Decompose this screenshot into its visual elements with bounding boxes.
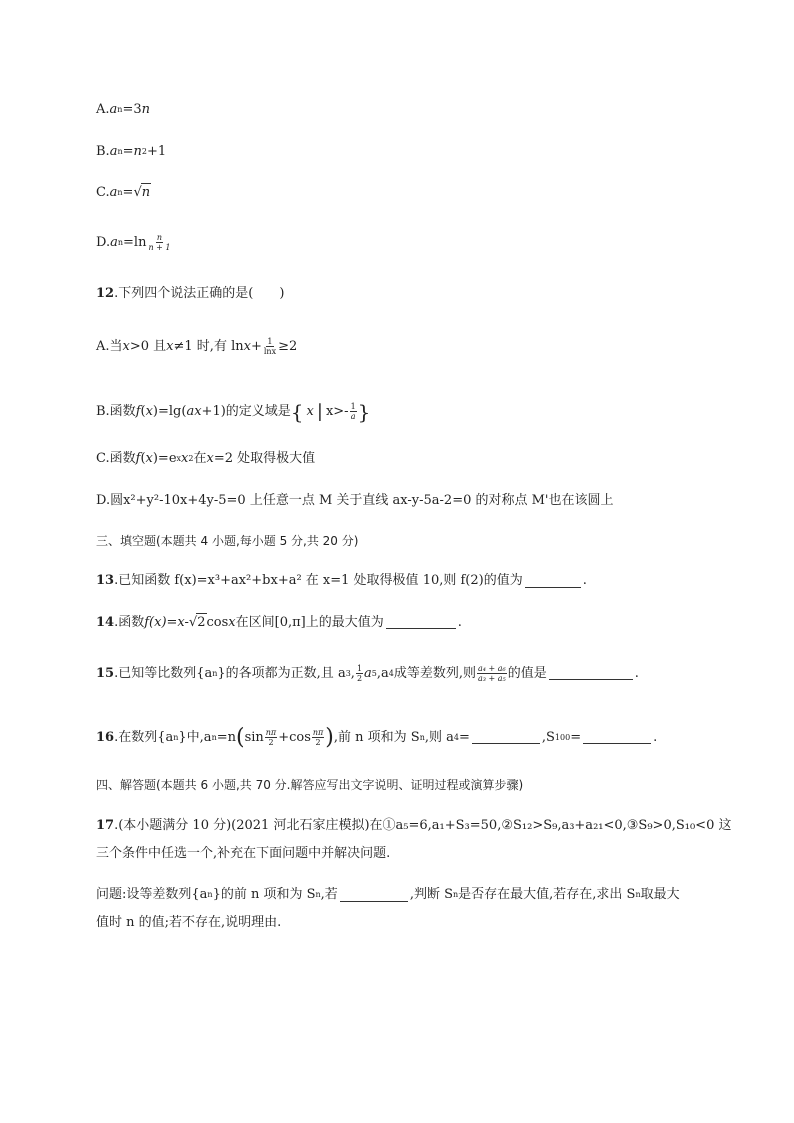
numerator: nπ <box>265 728 277 737</box>
q11-option-b <box>96 143 166 161</box>
fraction <box>312 728 324 747</box>
var: a <box>364 665 372 681</box>
var: x <box>181 451 189 466</box>
denominator: 2 <box>356 674 363 683</box>
q12-option-a <box>96 337 297 356</box>
paren-close-icon: ) <box>325 724 334 750</box>
text: )=lg( <box>152 403 187 419</box>
denominator: lnx <box>263 347 277 356</box>
answer-blank-a4[interactable] <box>472 731 540 744</box>
text: 是否存在最大值,若存在,求出 S <box>458 887 636 902</box>
eq: =ln <box>123 234 147 250</box>
sin: sin <box>244 729 264 745</box>
var: n <box>141 102 150 117</box>
denominator: 2 <box>268 738 274 747</box>
denominator: a₃ + a₅ <box>478 674 506 683</box>
radicand: 2 <box>197 615 206 630</box>
q12-option-b <box>96 399 371 424</box>
text: =n <box>216 729 236 745</box>
answer-blank[interactable] <box>525 575 581 588</box>
var: x <box>122 338 130 354</box>
option-label: B. <box>96 144 110 159</box>
text: )=e <box>152 451 177 466</box>
numerator: 1 <box>350 402 356 411</box>
var: f <box>135 403 141 419</box>
answer-blank[interactable] <box>549 667 633 680</box>
period: . <box>634 665 639 681</box>
text: ( <box>140 451 146 466</box>
set-cond: x>- <box>325 403 349 419</box>
text: = <box>458 729 470 745</box>
subscript: n <box>117 237 124 247</box>
text: cos <box>206 614 229 630</box>
q12-option-c <box>96 450 315 468</box>
text: }中,a <box>178 729 212 745</box>
text: .函数 <box>114 614 145 630</box>
text: ,S <box>541 729 555 745</box>
text: ,若 <box>320 887 338 902</box>
q17-line4: 值时 n 的值;若不存在,说明理由. <box>96 915 282 930</box>
q14 <box>96 613 462 632</box>
question-number: 16 <box>96 729 115 745</box>
text: , <box>350 665 355 681</box>
subscript: n <box>117 187 123 197</box>
set-var: x <box>306 403 314 419</box>
numerator: 1 <box>267 337 273 346</box>
option-label: D. <box>96 234 111 250</box>
numerator: a₄ + a₆ <box>478 664 506 673</box>
eq: = <box>122 184 134 200</box>
section-3-heading: 三、填空题(本题共 4 小题,每小题 5 分,共 20 分) <box>96 534 359 548</box>
fraction <box>350 402 357 421</box>
text: ,a <box>376 665 389 681</box>
answer-blank-s100[interactable] <box>583 731 651 744</box>
option-label: C.函数 <box>96 451 136 466</box>
eq: =3 <box>122 102 142 117</box>
text: 取最大 <box>640 887 680 902</box>
numerator: 1 <box>356 664 363 673</box>
text: =2 处取得极大值 <box>213 451 316 466</box>
question-number: 15 <box>96 665 115 681</box>
text: ,判断 S <box>409 887 453 902</box>
var: a <box>186 403 195 419</box>
var: x <box>194 403 202 419</box>
radicand: n <box>141 185 151 200</box>
tail: +1 <box>146 144 167 159</box>
set-bar-icon: | <box>316 400 323 422</box>
numerator: nπ <box>312 728 324 737</box>
var: x <box>243 338 251 354</box>
fraction <box>477 664 507 683</box>
sqrt <box>133 183 151 202</box>
subscript: n <box>117 105 123 114</box>
question-number: 14 <box>96 614 115 630</box>
question-text: .已知函数 f(x)=x³+ax²+bx+a² 在 x=1 处取得极值 10,则 f(2)的值为 <box>114 573 523 588</box>
cos: +cos <box>278 729 311 745</box>
var: a <box>109 102 118 117</box>
power: 2 <box>188 454 194 463</box>
text: ,则 a <box>424 729 454 745</box>
question-number: 12 <box>96 286 115 301</box>
power: x <box>176 454 182 463</box>
text: }的各项都为正数,且 a <box>217 665 346 681</box>
text: .已知等比数列{a <box>114 665 213 681</box>
fraction <box>263 337 277 356</box>
paren-open-icon: ( <box>235 724 245 750</box>
fraction <box>265 728 277 747</box>
q16: 16 .在数列{a n }中,a n =n ( sin $\frac{n\pi}{2}$ +cos $\frac{n\pi}{2}$ ) ,前 n 项和为 S n ,则 a 4 = ,S 100 = . <box>96 724 658 750</box>
text: + <box>250 338 262 354</box>
var: x <box>228 614 236 630</box>
q17-line1 <box>96 817 731 835</box>
q11-option-a <box>96 101 150 119</box>
q17-line2: 三个条件中任选一个,补充在下面问题中并解决问题. <box>96 846 391 861</box>
question-number: 13 <box>96 573 115 588</box>
paren-close: ) <box>279 286 285 301</box>
question-number: 17 <box>96 818 115 833</box>
var: a <box>110 234 118 250</box>
power: 2 <box>141 147 147 156</box>
text: ≠1 时,有 ln <box>173 338 244 354</box>
denominator: 2 <box>315 738 321 747</box>
denominator: n + 1 <box>148 243 171 252</box>
q15: 15 .已知等比数列{a n }的各项都为正数,且 a 3 , $\frac{1}{2}$ a 5 ,a 4 成等差数列,则 $\frac{\text{a₄ + a₆}}{\text{a₃ + a₅}}$ 的值是 . <box>96 664 639 683</box>
q11-option-c <box>96 183 151 202</box>
var: x <box>145 403 153 419</box>
option-label: A. <box>96 102 110 117</box>
q11-option-d <box>96 233 172 252</box>
brace-open-icon: { <box>290 399 304 424</box>
var: x <box>166 338 174 354</box>
eq: = <box>122 144 134 159</box>
text: 成等差数列,则 <box>393 665 477 681</box>
sqrt <box>189 613 207 632</box>
period: . <box>457 614 462 630</box>
sqrt-icon: √ <box>188 615 198 630</box>
section-4-heading: 四、解答题(本题共 6 小题,共 70 分.解答应写出文字说明、证明过程或演算步骤) <box>96 778 524 792</box>
var: a <box>109 144 118 159</box>
brace-close-icon: } <box>357 399 371 424</box>
text: 在区间[0,π]上的最大值为 <box>235 614 384 630</box>
option-label: B.函数 <box>96 403 136 419</box>
fraction-half <box>356 664 363 683</box>
question-text: .(本小题满分 10 分)(2021 河北石家庄模拟)在①a₅=6,a₁+S₃=50,②S₁₂>S₉,a₃+a₂₁<0,③S₉>0,S₁₀<0 这 <box>114 818 732 833</box>
fraction <box>147 233 171 252</box>
var: x <box>145 451 153 466</box>
q13 <box>96 572 587 590</box>
option-text: x²+y²-10x+4y-5=0 上任意一点 M 关于直线 ax-y-5a-2=0 的对称点 M'也在该圆上 <box>123 493 614 508</box>
option-label: A.当 <box>96 338 123 354</box>
var: x <box>206 451 214 466</box>
q17-line3: 问题:设等差数列{a n }的前 n 项和为 S n ,若 ,判断 S n 是否存在最大值,若存在,求出 S n 取最大 <box>96 887 680 902</box>
text: 问题:设等差数列{a <box>96 887 208 902</box>
function: f(x)=x- <box>144 614 189 630</box>
text: .在数列{a <box>114 729 174 745</box>
question-stem: .下列四个说法正确的是( <box>114 286 254 301</box>
answer-blank[interactable] <box>386 616 456 629</box>
option-label: D.圆 <box>96 493 124 508</box>
text: ,前 n 项和为 S <box>333 729 420 745</box>
period: . <box>653 729 658 745</box>
text: 在 <box>193 451 207 466</box>
var: f <box>135 451 141 466</box>
option-label: C. <box>96 184 110 200</box>
sqrt-icon: √ <box>133 185 142 200</box>
text: ( <box>140 403 146 419</box>
text: +1)的定义域是 <box>201 403 291 419</box>
subscript: n <box>117 147 123 156</box>
answer-blank-condition[interactable] <box>340 889 408 902</box>
text: 的值是 <box>507 665 547 681</box>
text: = <box>570 729 582 745</box>
q12-option-d <box>96 492 614 510</box>
denominator: a <box>350 412 356 421</box>
text: >0 且 <box>129 338 167 354</box>
var: n <box>133 144 142 159</box>
var: a <box>109 184 118 200</box>
q12-stem <box>96 285 284 303</box>
text: }的前 n 项和为 S <box>212 887 316 902</box>
numerator: n <box>156 233 163 242</box>
text: ≥2 <box>278 338 298 354</box>
period: . <box>582 573 587 588</box>
